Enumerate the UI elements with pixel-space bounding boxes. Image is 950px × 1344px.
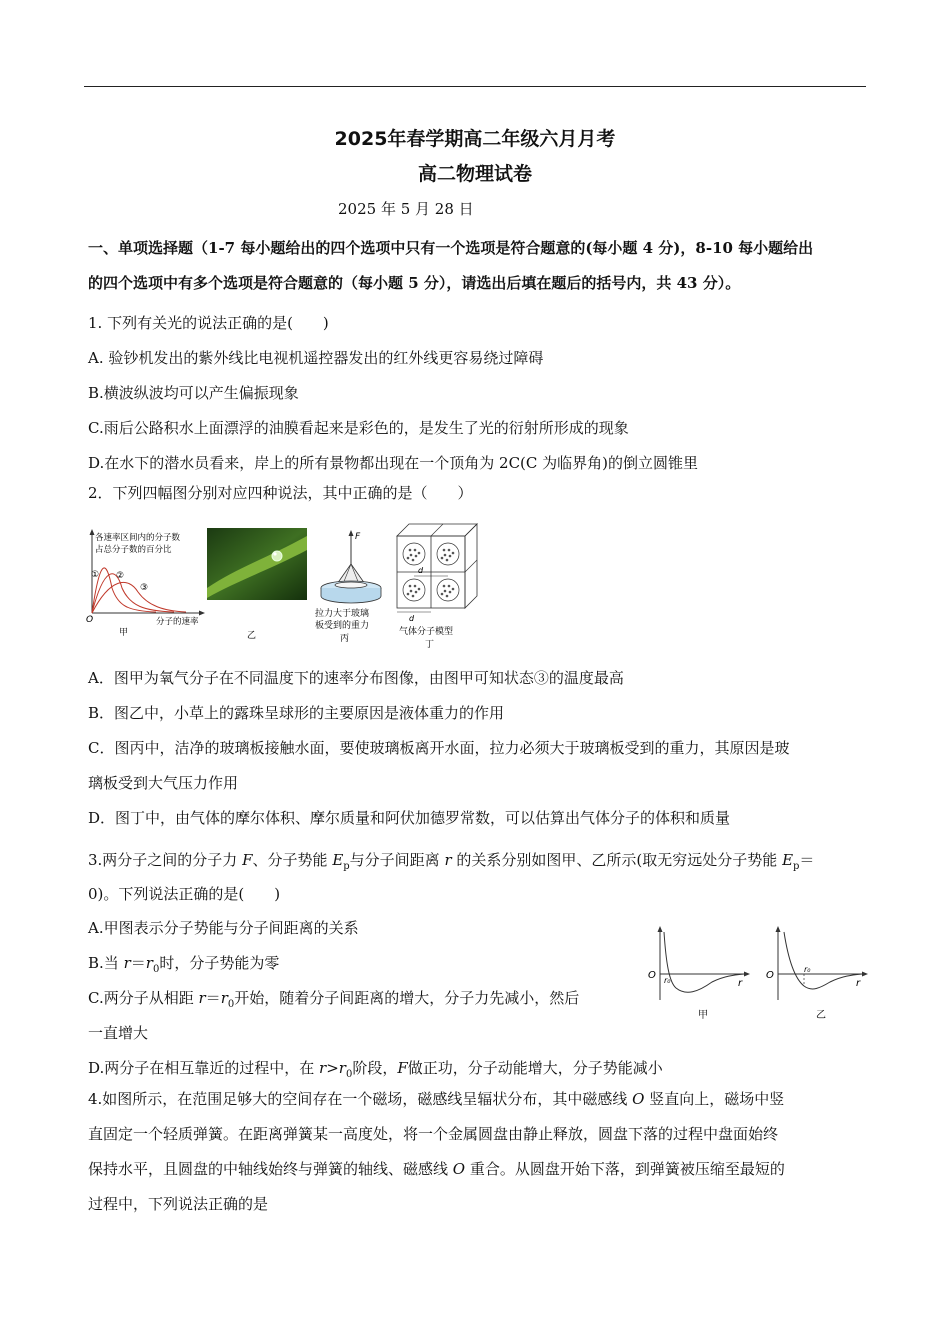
q2-option-d: D．图丁中，由气体的摩尔体积、摩尔质量和阿伏加德罗常数，可以估算出气体分子的体积和质量 <box>88 809 731 827</box>
q4-stem-line1: 4.如图所示，在范围足够大的空间存在一个磁场，磁感线呈辐状分布，其中磁感线 O 竖直向上，磁场中竖 <box>88 1090 785 1108</box>
jia-ylabel2: 占总分子数的百分比 <box>95 545 172 555</box>
q3-jia-origin: O <box>648 970 656 981</box>
q3-option-a: A.甲图表示分子势能与分子间距离的关系 <box>88 919 359 937</box>
q3-yi-r0: r₀ <box>804 965 811 974</box>
q3-option-c-line1: C.两分子从相距 $r=r_0$开始，随着分子间距离的增大，分子力先减小，然后 <box>88 989 580 1010</box>
q3-yi-r: r <box>856 978 861 989</box>
exam-title: 2025年春学期高二年级六月月考 <box>334 128 616 150</box>
q3-option-b: B.当 $r=r_0$时，分子势能为零 <box>88 954 280 975</box>
q2-option-c-line2: 璃板受到大气压力作用 <box>88 774 239 792</box>
ding-caption: 丁 <box>425 640 435 650</box>
q2-option-a: A．图甲为氧气分子在不同温度下的速率分布图像，由图甲可知状态③的温度最高 <box>88 669 624 687</box>
q2-figure-bing <box>313 528 395 646</box>
exam-date: 2025 年 5 月 28 日 <box>338 200 474 218</box>
jia-caption: 甲 <box>119 628 129 638</box>
bing-force-label: F <box>355 532 361 542</box>
jia-xlabel: 分子的速率 <box>156 617 199 627</box>
ding-d-inner: d <box>418 566 424 575</box>
q1-option-d: D.在水下的潜水员看来，岸上的所有景物都出现在一个顶角为 2C(C 为临界角)的倒立圆锥里 <box>88 454 699 472</box>
q4-stem-line2: 直固定一个轻质弹簧。在距离弹簧某一高度处，将一个金属圆盘由静止释放，圆盘下落的过程中盘面始终 <box>88 1125 779 1143</box>
q4-stem-line4: 过程中，下列说法正确的是 <box>88 1195 269 1213</box>
bing-label-2: 板受到的重力 <box>315 621 370 631</box>
q1-option-a: A. 验钞机发出的紫外线比电视机遥控器发出的红外线更容易绕过障碍 <box>88 349 544 367</box>
dew-drop-icon <box>272 551 282 561</box>
bing-label-1: 拉力大于玻璃 <box>315 609 370 619</box>
q1-option-c: C.雨后公路积水上面漂浮的油膜看起来是彩色的，是发生了光的衍射所形成的现象 <box>88 419 629 437</box>
jia-curve-3-label: ③ <box>140 583 149 593</box>
yi-caption: 乙 <box>247 631 257 641</box>
q2-figure-yi <box>207 528 307 644</box>
q2-stem: 2．下列四幅图分别对应四种说法，其中正确的是（ ） <box>88 484 473 502</box>
q3-option-c-line2: 一直增大 <box>88 1024 149 1042</box>
q3-yi-caption: 乙 <box>816 1010 826 1021</box>
q3-jia-r0: r₀ <box>664 976 671 985</box>
q2-option-b: B．图乙中，小草上的露珠呈球形的主要原因是液体重力的作用 <box>88 704 505 722</box>
q1-option-b: B.横波纵波均可以产生偏振现象 <box>88 384 299 402</box>
section1-instructions-line1: 一、单项选择题（1-7 每小题给出的四个选项中只有一个选项是符合题意的(每小题 4 分)，8-10 每小题给出 <box>88 239 814 257</box>
q3-yi-origin: O <box>766 970 774 981</box>
header-rule <box>84 86 866 87</box>
ding-label: 气体分子模型 <box>399 627 454 637</box>
exam-subtitle: 高二物理试卷 <box>417 163 532 185</box>
jia-ylabel1: 各速率区间内的分子数 <box>95 533 181 543</box>
jia-origin: O <box>86 615 94 625</box>
q2-figure-ding <box>395 520 480 652</box>
q3-jia-r: r <box>738 978 743 989</box>
q3-figure-yi <box>764 922 874 1024</box>
ding-d-outer: d <box>409 614 415 623</box>
q2-option-c-line1: C．图丙中，洁净的玻璃板接触水面，要使玻璃板离开水面，拉力必须大于玻璃板受到的重力，其原因是玻 <box>88 739 790 757</box>
q3-stem-line2: 0)。下列说法正确的是( ) <box>88 885 281 903</box>
section1-instructions-line2: 的四个选项中有多个选项是符合题意的（每小题 5 分），请选出后填在题后的括号内，共 43 分）。 <box>88 274 741 292</box>
q3-option-d: D.两分子在相互靠近的过程中，在 $r>r_0$阶段，F做正功，分子动能增大，分子势能减小 <box>88 1059 663 1080</box>
q3-stem-line1: 3.两分子之间的分子力 F、分子势能 $E_p$与分子间距离 r 的关系分别如图甲、乙所示(取无穷远处分子势能 $E_p=$ <box>88 851 815 872</box>
q3-jia-caption: 甲 <box>698 1010 708 1021</box>
q1-stem: 1. 下列有关光的说法正确的是( ) <box>88 314 329 332</box>
jia-curve-1-label: ① <box>91 570 100 580</box>
bing-caption: 丙 <box>340 634 350 644</box>
q3-figure-jia <box>646 922 756 1024</box>
q4-stem-line3: 保持水平，且圆盘的中轴线始终与弹簧的轴线、磁感线 O 重合。从圆盘开始下落，到弹簧被压缩至最短的 <box>88 1160 785 1178</box>
jia-curve-2-label: ② <box>116 571 125 581</box>
q2-figure-jia <box>86 528 206 640</box>
